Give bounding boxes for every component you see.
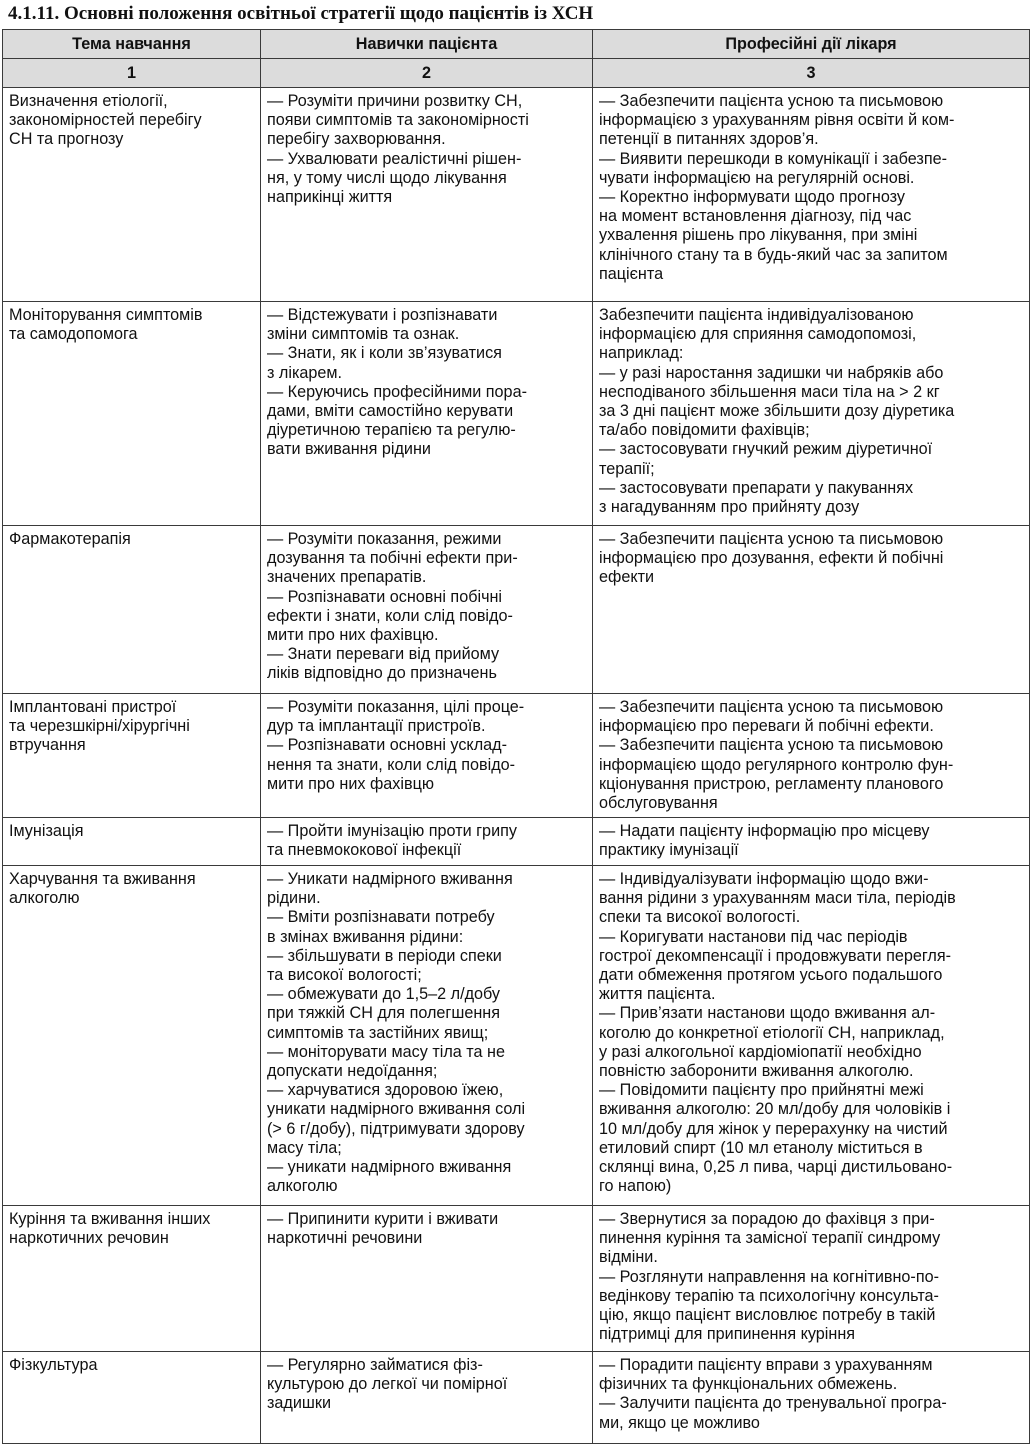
- text-line: культурою до легкої чи помірної: [267, 1375, 508, 1394]
- text-line: та/або повідомити фахівців;: [599, 421, 810, 440]
- column-header-topic: Тема навчання: [3, 30, 261, 59]
- topic-cell: [3, 818, 261, 866]
- doctor-actions-cell: [593, 1352, 1030, 1444]
- patient-skills-cell: [261, 1352, 593, 1444]
- table-row: [3, 88, 1030, 302]
- text-line: коголю до конкретної етіології СН, наприклад,: [599, 1023, 945, 1042]
- text-line: — Розуміти показання, режими: [267, 530, 502, 548]
- patient-skills-cell: [261, 818, 593, 866]
- table-row: [3, 818, 1030, 866]
- column-number-row: [3, 59, 1030, 88]
- text-line: підтримці для припинення куріння: [599, 1325, 856, 1344]
- text-line: на момент встановлення діагнозу, під час: [599, 207, 912, 226]
- doctor-actions-cell: [593, 88, 1030, 302]
- table-row: [3, 526, 1030, 694]
- text-line: дур та імплантації пристроїв.: [267, 717, 486, 736]
- text-line: — Знати переваги від прийому: [267, 645, 500, 664]
- text-line: пацієнта: [599, 264, 664, 283]
- text-line: дати обмеження протягом усього подальшого: [599, 966, 943, 985]
- text-line: закономірностей перебігу: [9, 111, 202, 130]
- text-line: — у разі наростання задишки чи набряків або: [599, 363, 944, 382]
- text-line: чувати інформацією на регулярній основі.: [599, 168, 915, 187]
- header-row: [3, 30, 1030, 59]
- text-line: симптомів та застійних явищ;: [267, 1023, 489, 1042]
- text-line: та високої вологості;: [267, 966, 422, 985]
- text-line: наприклад:: [599, 344, 684, 363]
- text-line: — Пройти імунізацію проти грипу: [267, 822, 517, 840]
- topic-cell: [3, 694, 261, 818]
- text-line: (> 6 г/добу), підтримувати здорову: [267, 1119, 525, 1138]
- doctor-actions-cell: [593, 1206, 1030, 1352]
- text-line: відміни.: [599, 1248, 658, 1267]
- text-line: Куріння та вживання інших: [9, 1210, 211, 1228]
- text-line: мити про них фахівцю: [267, 774, 434, 793]
- text-line: у разі алкогольної кардіоміопатії необхідно: [599, 1042, 922, 1061]
- column-number-2: 2: [261, 59, 593, 88]
- text-line: терапії;: [599, 459, 655, 478]
- text-line: інформацією про дозування, ефекти й побічні: [599, 549, 944, 568]
- text-line: — Уникати надмірного вживання: [267, 870, 513, 888]
- text-line: наприкінці життя: [267, 188, 393, 207]
- text-line: за 3 дні пацієнт може збільшити дозу діуретика: [599, 402, 955, 421]
- text-line: Фармакотерапія: [9, 530, 131, 548]
- text-line: та черезшкірні/хірургічні: [9, 717, 190, 736]
- column-number-3: 3: [593, 59, 1030, 88]
- topic-cell: [3, 526, 261, 694]
- table-row: [3, 302, 1030, 526]
- text-line: задишки: [267, 1394, 332, 1413]
- topic-cell: [3, 1352, 261, 1444]
- text-line: — Відстежувати і розпізнавати: [267, 306, 498, 324]
- text-line: вання рідини з урахуванням маси тіла, періодів: [599, 889, 956, 908]
- text-line: — уникати надмірного вживання: [267, 1158, 512, 1177]
- table-row: [3, 1352, 1030, 1444]
- text-line: — харчуватися здоровою їжею,: [267, 1081, 504, 1100]
- topic-cell: [3, 88, 261, 302]
- education-strategy-table: [2, 29, 1030, 1444]
- text-line: несподіваного збільшення маси тіла на > 2 кг: [599, 382, 940, 401]
- text-line: — Вміти розпізнавати потребу: [267, 908, 495, 927]
- patient-skills-cell: [261, 302, 593, 526]
- text-line: перебігу захворювання.: [267, 130, 446, 149]
- text-line: — Виявити перешкоди в комунікації і забезпе-: [599, 149, 947, 168]
- text-line: інформацією для сприяння самодопомозі,: [599, 325, 917, 344]
- text-line: з нагадуванням про прийняту дозу: [599, 498, 860, 517]
- text-line: — Розглянути направлення на когнітивно-по-: [599, 1267, 939, 1286]
- text-line: Імплантовані пристрої: [9, 698, 177, 716]
- text-line: — Індивідуалізувати інформацію щодо вжи-: [599, 870, 929, 888]
- text-line: цію, якщо пацієнт висловлює потребу в такій: [599, 1306, 936, 1325]
- text-line: повністю заборонити вживання алкоголю.: [599, 1062, 914, 1081]
- text-line: — Надати пацієнту інформацію про місцеву: [599, 822, 930, 840]
- text-line: рідини.: [267, 889, 321, 908]
- text-line: пинення куріння та замісної терапії синдрому: [599, 1229, 941, 1248]
- text-line: 10 мл/добу для жінок у перерахунку на чистий: [599, 1119, 948, 1138]
- text-line: — Коригувати настанови під час періодів: [599, 927, 908, 946]
- column-header-patient-skills: Навички пацієнта: [261, 30, 593, 59]
- text-line: — Забезпечити пацієнта усною та письмовою: [599, 92, 944, 110]
- text-line: наркотичні речовини: [267, 1229, 423, 1248]
- text-line: масу тіла;: [267, 1138, 342, 1157]
- doctor-actions-cell: [593, 694, 1030, 818]
- text-line: ми, якщо це можливо: [599, 1413, 760, 1432]
- text-line: — застосовувати препарати у пакуваннях: [599, 478, 914, 497]
- text-line: Фізкультура: [9, 1356, 98, 1374]
- text-line: го напою): [599, 1177, 672, 1196]
- text-line: Харчування та вживання: [9, 870, 196, 888]
- text-line: втручання: [9, 736, 86, 755]
- text-line: — Розпізнавати основні побічні: [267, 587, 503, 606]
- text-line: мити про них фахівцю.: [267, 626, 439, 645]
- text-line: практику імунізації: [599, 841, 739, 860]
- text-line: обслуговування: [599, 794, 718, 813]
- column-header-doctor-actions: Професійні дії лікаря: [593, 30, 1030, 59]
- table-row: [3, 1206, 1030, 1352]
- text-line: при тяжкій СН для полегшення: [267, 1004, 500, 1023]
- text-line: інформацією щодо регулярного контролю фун-: [599, 755, 954, 774]
- text-line: ведінкову терапію та психологічну консульта-: [599, 1286, 939, 1305]
- text-line: діуретичною терапією та регулю-: [267, 421, 516, 440]
- text-line: етиловий спирт (10 мл етанолу міститься в: [599, 1138, 923, 1157]
- text-line: інформацією з урахуванням рівня освіти й ком-: [599, 111, 955, 130]
- text-line: кціонування пристрою, регламенту планового: [599, 774, 944, 793]
- text-line: — Розуміти причини розвитку СН,: [267, 92, 523, 110]
- text-line: — Коректно інформувати щодо прогнозу: [599, 188, 906, 207]
- text-line: фізичних та функціональних обмежень.: [599, 1375, 898, 1394]
- text-line: гострої декомпенсації і продовжувати перегля-: [599, 946, 951, 965]
- patient-skills-cell: [261, 866, 593, 1206]
- text-line: — Повідомити пацієнту про прийнятні межі: [599, 1081, 924, 1100]
- text-line: — Розуміти показання, цілі проце-: [267, 698, 525, 716]
- text-line: значених препаратів.: [267, 568, 427, 587]
- text-line: — Знати, як і коли зв’язуватися: [267, 344, 502, 363]
- column-number-1: 1: [3, 59, 261, 88]
- text-line: — Звернутися за порадою до фахівця з при-: [599, 1210, 935, 1228]
- text-line: та пневмококової інфекції: [267, 841, 462, 860]
- text-line: — Припинити курити і вживати: [267, 1210, 499, 1228]
- text-line: ефекти: [599, 568, 655, 587]
- text-line: уникати надмірного вживання солі: [267, 1100, 526, 1119]
- text-line: — Керуючись професійними пора-: [267, 382, 527, 401]
- text-line: алкоголю: [9, 889, 80, 908]
- text-line: — збільшувати в періоди спеки: [267, 946, 502, 965]
- text-line: життя пацієнта.: [599, 985, 716, 1004]
- doctor-actions-cell: [593, 866, 1030, 1206]
- text-line: в змінах вживання рідини:: [267, 927, 464, 946]
- text-line: дозування та побічні ефекти при-: [267, 549, 518, 568]
- text-line: Моніторування симптомів: [9, 306, 203, 324]
- table-caption: 4.1.11. Основні положення освітньої стратегії щодо пацієнтів із ХСН: [8, 3, 594, 24]
- text-line: — Забезпечити пацієнта усною та письмовою: [599, 698, 944, 716]
- text-line: — застосовувати гнучкий режим діуретичної: [599, 440, 933, 459]
- text-line: дами, вміти самостійно керувати: [267, 402, 514, 421]
- text-line: вати вживання рідини: [267, 440, 431, 459]
- text-line: — Забезпечити пацієнта усною та письмовою: [599, 530, 944, 548]
- text-line: Визначення етіології,: [9, 92, 168, 110]
- text-line: зміни симптомів та ознак.: [267, 325, 460, 344]
- patient-skills-cell: [261, 88, 593, 302]
- text-line: ліків відповідно до призначень: [267, 664, 497, 683]
- text-line: — Прив’язати настанови щодо вживання ал-: [599, 1004, 936, 1023]
- text-line: вживання алкоголю: 20 мл/добу для чоловіків і: [599, 1100, 951, 1119]
- text-line: — Регулярно займатися фіз-: [267, 1356, 483, 1374]
- patient-skills-cell: [261, 1206, 593, 1352]
- text-line: петенції в питаннях здоров’я.: [599, 130, 819, 149]
- text-line: Імунізація: [9, 822, 84, 840]
- text-line: — Ухвалювати реалістичні рішен-: [267, 149, 522, 168]
- text-line: — моніторувати масу тіла та не: [267, 1042, 505, 1061]
- patient-skills-cell: [261, 694, 593, 818]
- text-line: алкоголю: [267, 1177, 338, 1196]
- text-line: ня, у тому числі щодо лікування: [267, 168, 507, 187]
- text-line: Забезпечити пацієнта індивідуалізованою: [599, 306, 914, 324]
- doctor-actions-cell: [593, 302, 1030, 526]
- text-line: склянці вина, 0,25 л пива, чарці дистильовано-: [599, 1158, 953, 1177]
- text-line: спеки та високої вологості.: [599, 908, 801, 927]
- doctor-actions-cell: [593, 526, 1030, 694]
- topic-cell: [3, 302, 261, 526]
- text-line: інформацією про переваги й побічні ефекти.: [599, 717, 934, 736]
- text-line: та самодопомога: [9, 325, 138, 344]
- text-line: появи симптомів та закономірності: [267, 111, 529, 130]
- text-line: — Залучити пацієнта до тренувальної програ-: [599, 1394, 947, 1413]
- text-line: СН та прогнозу: [9, 130, 124, 149]
- topic-cell: [3, 866, 261, 1206]
- table-row: [3, 866, 1030, 1206]
- text-line: нення та знати, коли слід повідо-: [267, 755, 516, 774]
- text-line: наркотичних речовин: [9, 1229, 169, 1248]
- text-line: клінічного стану та в будь-який час за запитом: [599, 245, 948, 264]
- topic-cell: [3, 1206, 261, 1352]
- text-line: допускати недоїдання;: [267, 1062, 438, 1081]
- text-line: ефекти і знати, коли слід повідо-: [267, 606, 513, 625]
- text-line: — Забезпечити пацієнта усною та письмовою: [599, 736, 944, 755]
- text-line: — Розпізнавати основні усклад-: [267, 736, 507, 755]
- patient-skills-cell: [261, 526, 593, 694]
- text-line: — Порадити пацієнту вправи з урахуванням: [599, 1356, 933, 1374]
- table-body: [3, 88, 1030, 1444]
- text-line: ухвалення рішень про лікування, при зміні: [599, 226, 918, 245]
- doctor-actions-cell: [593, 818, 1030, 866]
- text-line: — обмежувати до 1,5–2 л/добу: [267, 985, 501, 1004]
- text-line: з лікарем.: [267, 363, 343, 382]
- table-row: [3, 694, 1030, 818]
